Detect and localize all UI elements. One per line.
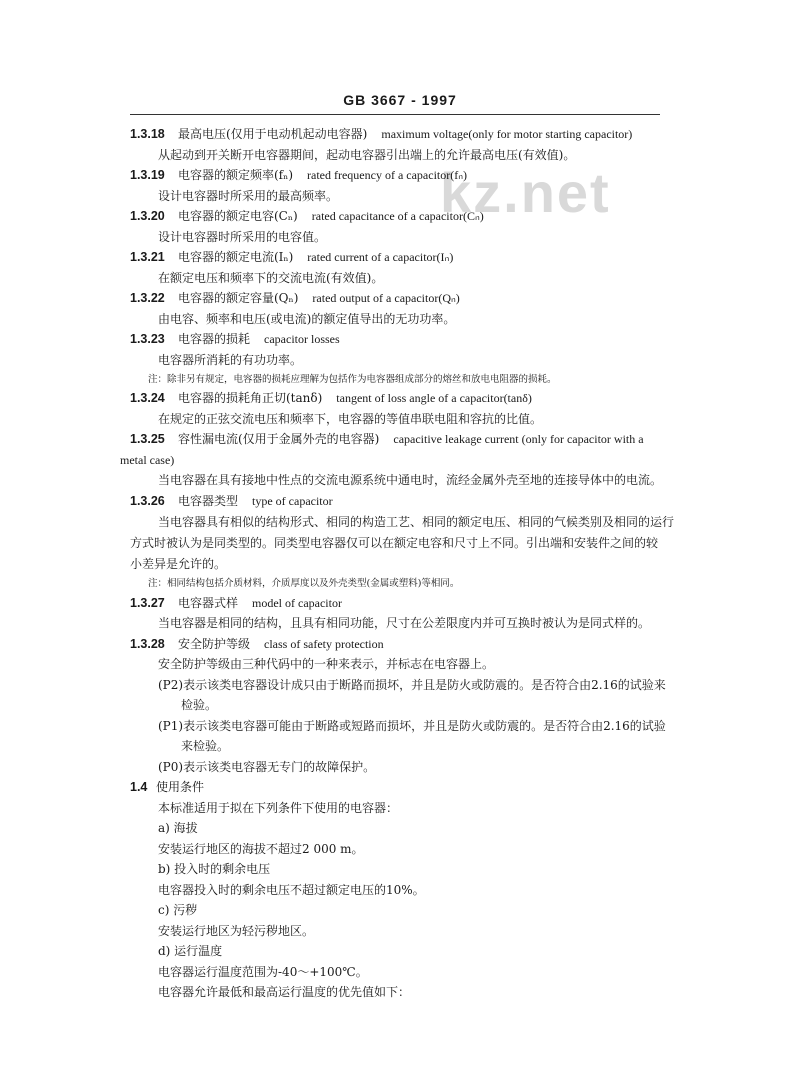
term-chinese: 电容器的损耗角正切(tanδ) [178,391,323,405]
term-chinese: 电容器式样 [178,596,239,610]
text-line: 来检验。 [181,739,230,753]
term-english: rated output of a capacitor(Qₙ) [312,291,460,305]
text-line: b) 投入时的剩余电压 [158,862,271,876]
term-english: rated capacitance of a capacitor(Cₙ) [311,209,484,223]
text-line: 方式时被认为是同类型的。同类型电容器仅可以在额定电容和尺寸上不同。引出端和安装件之间的较 [130,536,659,550]
clause-number: 1.3.21 [130,250,165,264]
text-line: 电容器运行温度范围为-40～+100℃。 [158,965,368,979]
note-line: 注：除非另有规定，电容器的损耗应理解为包括作为电容器组成部分的熔丝和放电电阻器的损耗。 [148,374,557,385]
clause-number: 1.3.23 [130,332,165,346]
page-header: GB 3667 - 1997 [343,92,457,108]
text-line: 在规定的正弦交流电压和频率下，电容器的等值串联电阻和容抗的比值。 [158,412,543,426]
note-line: 注：相同结构包括介质材料，介质厚度以及外壳类型(金属或塑料)等相同。 [148,578,460,589]
term-chinese: 电容器的额定电容(Cₙ) [178,209,298,223]
text-line: 当电容器是相同的结构，且具有相同功能，尺寸在公差限度内并可互换时被认为是同式样的。 [158,616,651,630]
text-line: 电容器允许最低和最高运行温度的优先值如下： [158,985,411,999]
text-line: 安全防护等级由三种代码中的一种来表示，并标志在电容器上。 [158,657,495,671]
term-chinese: 电容器类型 [178,494,239,508]
text-line: 在额定电压和频率下的交流电流(有效值)。 [158,271,384,285]
term-entry [130,331,340,347]
term-english: rated frequency of a capacitor(fₙ) [307,168,468,182]
term-english: type of capacitor [252,494,333,508]
term-english: capacitive leakage current (only for capacitor with a [393,432,644,446]
text-line: (P1)表示该类电容器可能由于断路或短路而损坏，并且是防火或防震的。是否符合由2.16的试验 [158,719,666,733]
text-line: metal case) [120,453,175,467]
term-chinese: 最高电压(仅用于电动机起动电容器) [178,127,368,141]
clause-number: 1.3.25 [130,432,165,446]
term-entry [130,493,333,509]
term-chinese: 使用条件 [156,780,205,794]
text-line: 当电容器在具有接地中性点的交流电源系统中通电时，流经金属外壳至地的连接导体中的电流。 [158,473,663,487]
text-line: (P0)表示该类电容器无专门的故障保护。 [158,760,376,774]
clause-number: 1.3.28 [130,637,165,651]
text-line: 从起动到开关断开电容器期间，起动电容器引出端上的允许最高电压(有效值)。 [158,148,576,162]
text-line: 设计电容器时所采用的电容值。 [158,230,327,244]
clause-number: 1.3.20 [130,209,165,223]
text-line: (P2)表示该类电容器设计成只由于断路而损坏，并且是防火或防震的。是否符合由2.16的试验来 [158,678,666,692]
term-chinese: 电容器的额定容量(Qₙ) [178,291,299,305]
term-entry [130,249,453,265]
text-line: 安装运行地区为轻污秽地区。 [158,924,315,938]
term-chinese: 电容器的损耗 [178,332,251,346]
term-chinese: 电容器的额定电流(Iₙ) [178,250,294,264]
clause-number: 1.3.24 [130,391,165,405]
term-english: capacitor losses [264,332,340,346]
text-line: 设计电容器时所采用的最高频率。 [158,189,339,203]
clause-number: 1.3.27 [130,596,165,610]
text-line: a) 海拔 [158,821,198,835]
text-line: c) 污秽 [158,903,198,917]
clause-number: 1.3.26 [130,494,165,508]
text-line: 本标准适用于拟在下列条件下使用的电容器： [158,801,399,815]
clause-number: 1.3.22 [130,291,165,305]
term-entry [130,390,532,406]
term-entry [130,290,460,306]
watermark: kz.net [440,161,611,224]
text-line: 电容器所消耗的有功功率。 [158,353,303,367]
term-english: maximum voltage(only for motor starting capacitor) [381,127,633,141]
term-chinese: 电容器的额定频率(fₙ) [178,168,293,182]
text-line: 小差异是允许的。 [130,557,227,571]
text-line: 由电容、频率和电压(或电流)的额定值导出的无功功率。 [158,312,456,326]
text-line: 安装运行地区的海拔不超过2 000 m。 [158,842,364,856]
clause-number: 1.3.18 [130,127,165,141]
term-entry [130,208,484,224]
text-line: 当电容器具有相似的结构形式、相同的构造工艺、相同的额定电压、相同的气候类别及相同的运行 [158,515,675,529]
term-entry [130,779,204,795]
term-chinese: 安全防护等级 [178,637,251,651]
term-entry [130,167,467,183]
term-chinese: 容性漏电流(仅用于金属外壳的电容器) [178,432,380,446]
term-entry [130,126,632,142]
term-english: class of safety protection [264,637,384,651]
term-entry [130,595,342,611]
header-rule [130,114,660,115]
term-english: model of capacitor [252,596,342,610]
term-entry [130,636,384,652]
term-english: rated current of a capacitor(Iₙ) [307,250,454,264]
text-line: 检验。 [181,698,218,712]
text-line: d) 运行温度 [158,944,223,958]
clause-number: 1.3.19 [130,168,165,182]
clause-number: 1.4 [130,780,148,794]
term-entry [130,431,644,447]
term-english: tangent of loss angle of a capacitor(tanδ) [336,391,532,405]
text-line: 电容器投入时的剩余电压不超过额定电压的10%。 [158,883,425,897]
